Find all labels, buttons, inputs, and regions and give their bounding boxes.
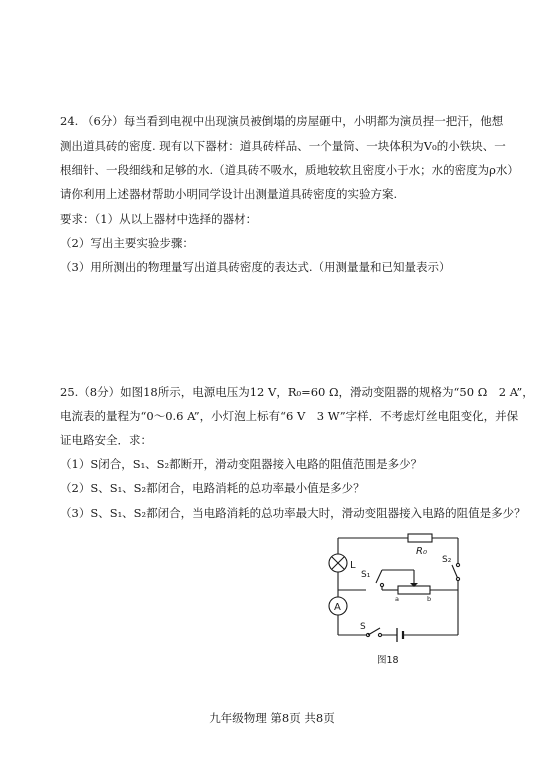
label-L: L: [350, 560, 356, 571]
rheostat: [398, 586, 430, 594]
lamp-icon: [329, 554, 347, 572]
q24-line-4: 请你利用上述器材帮助小明同学设计出测量道具砖密度的实验方案.: [60, 187, 398, 201]
label-R0: R₀: [416, 546, 427, 557]
switch-s: [366, 628, 381, 637]
q25-line-4: （1）S闭合，S₁、S₂都断开，滑动变阻器接入电路的阻值范围是多少？: [60, 457, 423, 471]
q24-line-7: （3）用所测出的物理量写出道具砖密度的表达式.（用测量量和已知量表示）: [60, 260, 451, 274]
q24-line-6: （2）写出主要实验步骤：: [60, 236, 194, 250]
figure-caption: 图18: [377, 655, 399, 666]
q25-line-1: 25.（8分）如图18所示，电源电压为12 V，R₀=60 Ω，滑动变阻器的规格为“50 Ω 2 A”，: [60, 385, 534, 399]
label-S: S: [360, 622, 366, 632]
q25-line-6: （3）S、S₁、S₂都闭合，当电路消耗的总功率最大时，滑动变阻器接入电路的阻值是多少？: [60, 506, 526, 520]
circuit-diagram: [300, 525, 470, 650]
label-S1: S₁: [361, 570, 371, 580]
battery-icon: [397, 628, 403, 642]
label-S2: S₂: [442, 555, 452, 565]
resistor-r0: [408, 534, 432, 542]
label-a: a: [395, 595, 399, 603]
switch-s2: [452, 563, 460, 580]
q24-line-1: 24. （6分）每当看到电视中出现演员被倒塌的房屋砸中，小明都为演员捏一把汗，他想: [60, 114, 504, 128]
q24-line-5: 要求：（1）从以上器材中选择的器材：: [60, 212, 258, 226]
label-A: A: [334, 602, 341, 613]
switch-s1: [376, 570, 384, 587]
q25-line-2: 电流表的量程为“0～0.6 A”，小灯泡上标有“6 V 3 W”字样．不考虑灯丝电阻变化，并保: [60, 409, 519, 423]
q25-line-5: （2）S、S₁、S₂都闭合，电路消耗的总功率最小值是多少？: [60, 481, 365, 495]
q24-line-3: 根细针、一段细线和足够的水.（道具砖不吸水，质地较软且密度小于水；水的密度为ρ水）: [60, 163, 519, 177]
page-footer: 九年级物理 第8页 共8页: [209, 711, 335, 725]
label-b: b: [427, 595, 432, 603]
q24-line-2: 测出道具砖的密度. 现有以下器材：道具砖样品、一个量筒、一块体积为V₀的小铁块、一: [60, 139, 506, 153]
q25-line-3: 证电路安全．求：: [60, 433, 152, 447]
